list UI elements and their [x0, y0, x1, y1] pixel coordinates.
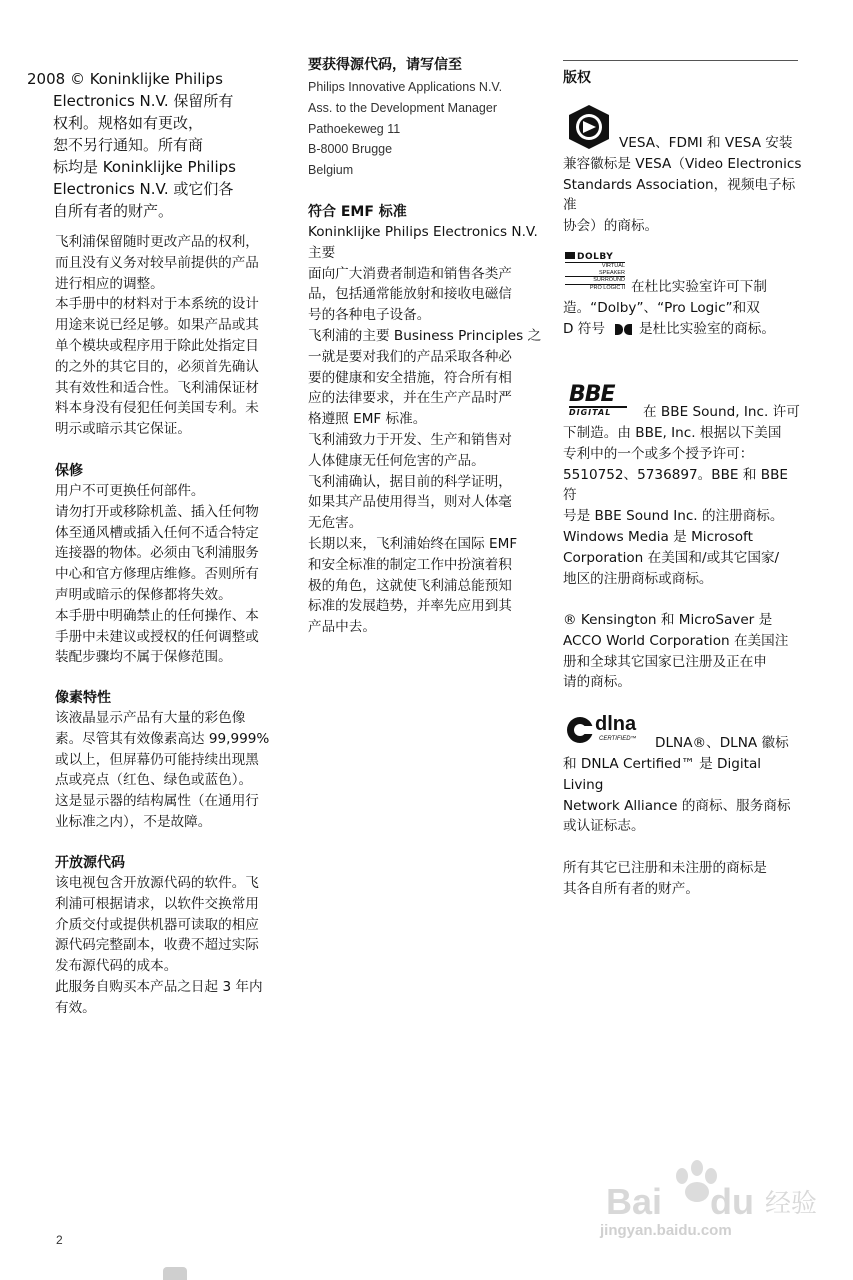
dlna-text-2: 和 DNLA Certified™ 是 Digital Living Network Alliance 的商标、服务商标 或认证标志。	[563, 756, 791, 835]
copyright-notice	[27, 68, 267, 222]
rights-paragraph: 飞利浦保留随时更改产品的权利， 而且没有义务对较早前提供的产品 进行相应的调整。 本手册中的材料对于本系统的设计 用途来说已经足够。如果产品或其 单个模块或程序用于除此处指定目 的之外的其它目的，必须首先确认 其有效性和适合性。飞利浦保证材 料本身没有侵犯任何美国专利。未 明示或暗示其它保证。	[55, 234, 259, 438]
page-number: 2	[56, 1233, 63, 1247]
svg-text:Bai: Bai	[606, 1181, 663, 1222]
emf-text: Koninklijke Philips Electronics N.V. 主要 面向广大消费者制造和销售各类产 品，包括通常能放射和接收电磁信 号的各种电子设备。 飞利浦的主要 Business Principles 之 一就是要对我们的产品采取各种必 要的健康和安全措施，符合所有相 应的法律要求，并在生产产品时严 格遵照 EMF 标准。 飞利浦致力于开发、生产和销售对 人体健康无任何危害的产品。 飞利浦确认，据目前的科学证明， 如果其产品使用得当，则对人体毫 无危害。 长期以来，飞利浦始终在国际 EMF 和安全标准的制定工作中扮演着积 极的角色，这就使飞利浦总能预知 标准的发展趋势，并率先应用到其 产品中去。	[308, 224, 542, 636]
copyright-line: 2008 © Koninklijke Philips	[27, 70, 223, 88]
trademark-heading: 版权	[563, 70, 591, 86]
double-d-icon	[615, 324, 633, 336]
dlna-text-1: DLNA®、DLNA 徽标	[655, 735, 789, 751]
dolby-text-1: 在杜比实验室许可下制	[631, 279, 767, 295]
bbe-logo-icon: BBE DIGITAL	[569, 384, 639, 417]
source-heading: 要获得源代码，请写信至	[308, 57, 462, 73]
bbe-text-1: 在 BBE Sound, Inc. 许可	[643, 404, 800, 420]
copyright-line: 标均是 Koninklijke Philips	[53, 158, 236, 176]
copyright-line: Electronics N.V. 或它们各	[53, 180, 234, 198]
kensington-text: ® Kensington 和 MicroSaver 是 ACCO World Corporation 在美国注 册和全球其它国家已注册及正在申 请的商标。	[563, 612, 789, 691]
dolby-logo-icon: DOLBY VIRTUAL SPEAKER SURROUND PRO LOGIC II	[565, 252, 625, 291]
header-rule	[563, 60, 798, 61]
warranty-heading: 保修	[55, 463, 83, 479]
windows-media-text: Windows Media 是 Microsoft Corporation 在美国和/或其它国家/ 地区的注册商标或商标。	[563, 529, 780, 587]
bbe-text-2: 下制造。由 BBE, Inc. 根据以下美国 专利中的一个或多个授予许可： 5510752、5736897。BBE 和 BBE 符 号是 BBE Sound Inc. 的注册商标。	[563, 425, 788, 525]
copyright-line: 权利。规格如有更改，	[53, 114, 204, 132]
opensource-heading: 开放源代码	[55, 855, 125, 871]
copyright-line: 恕不另行通知。所有商	[53, 136, 204, 154]
pixel-heading: 像素特性	[55, 690, 111, 706]
dolby-text-3: 是杜比实验室的商标。	[639, 321, 775, 337]
dolby-text-2: 造。“Dolby”、“Pro Logic”和双 D 符号	[563, 300, 760, 337]
opensource-text: 该电视包含开放源代码的软件。飞 利浦可根据请求，以软件交换常用 介质交付或提供机器可读取的相应 源代码完整副本，收费不超过实际 发布源代码的成本。 此服务自购买本产品之日起 3 年内 有效。	[55, 875, 263, 1016]
baidu-watermark-icon	[580, 1150, 825, 1260]
scroll-tab	[163, 1267, 187, 1280]
warranty-text: 用户不可更换任何部件。 请勿打开或移除机盖、插入任何物 体至通风槽或插入任何不适合特定 连接器的物体。必须由飞利浦服务 中心和官方修理店维修。否则所有 声明或暗示的保修都将失效。 本手册中明确禁止的任何操作、本 手册中未建议或授权的任何调整或 装配步骤均不属于保修范围。	[55, 483, 259, 666]
address: Philips Innovative Applications N.V. Ass. to the Development Manager Pathoekeweg 11 B-8000 Brugge Belgium	[308, 80, 503, 178]
dlna-logo-icon: dlna CERTIFIED™	[565, 715, 649, 747]
vesa-text: VESA、FDMI 和 VESA 安装 兼容徽标是 VESA（Video Electronics Standards Association，视频电子标准 协会）的商标。	[563, 135, 802, 235]
copyright-line: Electronics N.V. 保留所有	[53, 92, 234, 110]
pixel-text: 该液晶显示产品有大量的彩色像 素。尽管其有效像素高达 99,999% 或以上，但屏幕仍可能持续出现黑 点或亮点（红色、绿色或蓝色）。 这是显示器的结构属性（在通用行 业标准之内），不是故障。	[55, 710, 270, 830]
watermark-url: jingyan.baidu.com	[600, 1222, 732, 1239]
other-trademarks-text: 所有其它已注册和未注册的商标是 其各自所有者的财产。	[563, 860, 767, 897]
copyright-line: 自所有者的财产。	[53, 202, 174, 220]
svg-text:du: du	[710, 1181, 754, 1222]
svg-text:经验: 经验	[765, 1189, 818, 1219]
emf-heading: 符合 EMF 标准	[308, 204, 407, 220]
